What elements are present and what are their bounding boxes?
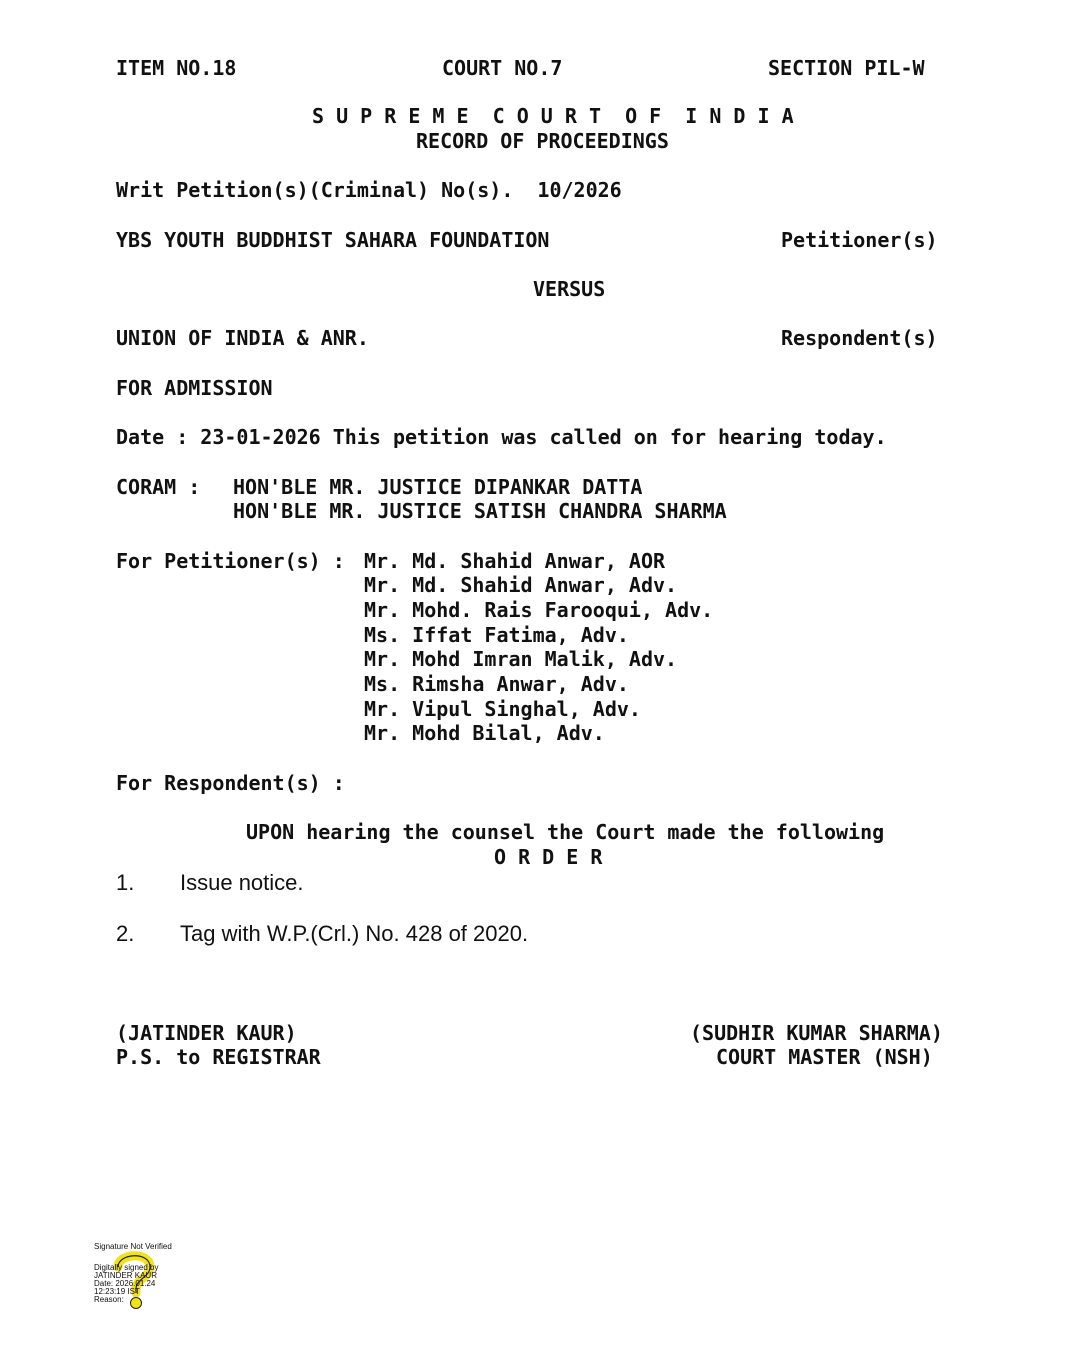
- respondent-name: UNION OF INDIA & ANR.: [116, 326, 369, 350]
- counsel-name: Mr. Vipul Singhal, Adv.: [364, 697, 641, 721]
- case-number: Writ Petition(s)(Criminal) No(s). 10/2026: [116, 178, 622, 202]
- right-signatory-name: (SUDHIR KUMAR SHARMA): [690, 1021, 943, 1045]
- signature-line: Digitally signed by: [94, 1263, 159, 1272]
- order-item-text: Issue notice.: [180, 870, 304, 895]
- signature-line: Date: 2026.01.24: [94, 1279, 156, 1288]
- petitioner-name: YBS YOUTH BUDDHIST SAHARA FOUNDATION: [116, 228, 550, 252]
- respondent-role: Respondent(s): [781, 326, 938, 350]
- respondent-counsel-label: For Respondent(s) :: [116, 771, 345, 795]
- hearing-purpose: FOR ADMISSION: [116, 376, 273, 400]
- counsel-name: Mr. Mohd Bilal, Adv.: [364, 721, 605, 745]
- petitioner-role: Petitioner(s): [781, 228, 938, 252]
- court-name-title: S U P R E M E C O U R T O F I N D I A: [312, 104, 794, 128]
- counsel-name: Mr. Md. Shahid Anwar, AOR: [364, 549, 666, 573]
- counsel-name: Mr. Mohd. Rais Farooqui, Adv.: [364, 598, 714, 622]
- right-signatory-title: COURT MASTER (NSH): [716, 1045, 933, 1069]
- record-of-proceedings: RECORD OF PROCEEDINGS: [416, 129, 669, 153]
- digital-signature-stamp: [94, 1242, 214, 1312]
- signature-line: 12:23:19 IST: [94, 1287, 140, 1296]
- left-signatory-title: P.S. to REGISTRAR: [116, 1045, 321, 1069]
- signature-status: Signature Not Verified: [94, 1242, 172, 1251]
- counsel-name: Mr. Mohd Imran Malik, Adv.: [364, 647, 678, 671]
- order-item-number: 1.: [116, 870, 135, 895]
- hearing-date-line: Date : 23-01-2026 This petition was called on for hearing today.: [116, 425, 887, 449]
- coram-judge: HON'BLE MR. JUSTICE SATISH CHANDRA SHARMA: [233, 499, 727, 523]
- coram-label: CORAM :: [116, 475, 201, 499]
- coram-judge: HON'BLE MR. JUSTICE DIPANKAR DATTA: [233, 475, 643, 499]
- item-number: ITEM NO.18: [116, 56, 237, 80]
- petitioner-counsel-label: For Petitioner(s) :: [116, 549, 345, 573]
- counsel-name: Ms. Iffat Fatima, Adv.: [364, 623, 629, 647]
- order-item-number: 2.: [116, 921, 135, 946]
- signature-line: Reason:: [94, 1295, 124, 1304]
- order-heading: O R D E R: [494, 845, 603, 869]
- signature-line: JATINDER KAUR: [94, 1271, 157, 1280]
- counsel-name: Ms. Rimsha Anwar, Adv.: [364, 672, 629, 696]
- versus-label: VERSUS: [533, 277, 606, 301]
- left-signatory-name: (JATINDER KAUR): [116, 1021, 297, 1045]
- counsel-name: Mr. Md. Shahid Anwar, Adv.: [364, 573, 678, 597]
- section-label: SECTION PIL-W: [768, 56, 925, 80]
- order-item-text: Tag with W.P.(Crl.) No. 428 of 2020.: [180, 921, 529, 946]
- order-intro: UPON hearing the counsel the Court made the following: [246, 820, 885, 844]
- court-number: COURT NO.7: [442, 56, 563, 80]
